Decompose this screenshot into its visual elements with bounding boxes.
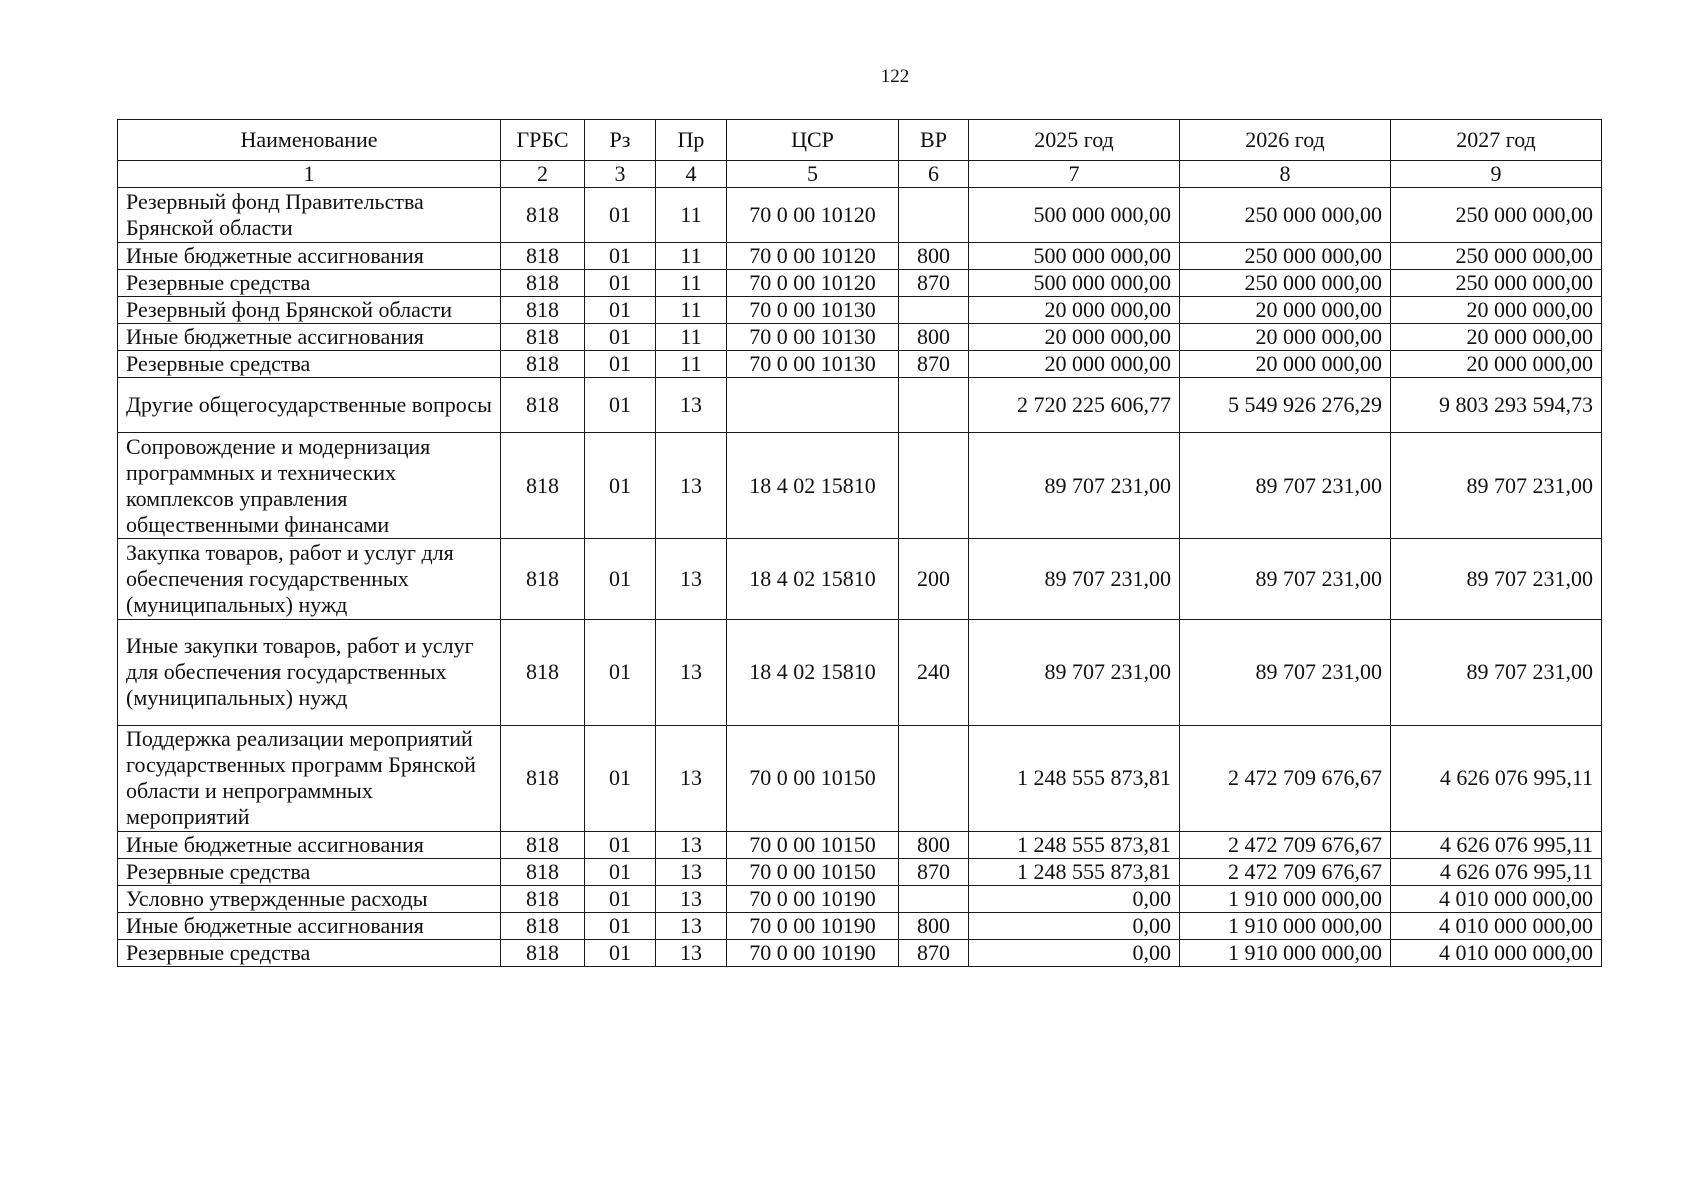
cell-vr: 800	[899, 324, 969, 351]
cell-name: Резервные средства	[118, 270, 501, 297]
cell-pr: 13	[656, 619, 727, 725]
cell-csr: 70 0 00 10130	[727, 324, 899, 351]
cell-vr	[899, 433, 969, 539]
cell-y2027: 20 000 000,00	[1391, 297, 1602, 324]
table-row	[118, 378, 1602, 433]
cell-y2025: 20 000 000,00	[969, 297, 1180, 324]
cell-name: Иные закупки товаров, работ и услуг для обеспечения государственных (муниципальных) нужд	[118, 619, 501, 725]
cell-y2025: 1 248 555 873,81	[969, 858, 1180, 885]
cell-y2025: 500 000 000,00	[969, 243, 1180, 270]
cell-rz: 01	[585, 243, 656, 270]
cell-y2025: 89 707 231,00	[969, 619, 1180, 725]
col-header-grbs: ГРБС	[501, 120, 585, 161]
cell-y2025: 1 248 555 873,81	[969, 725, 1180, 831]
page-number: 122	[880, 66, 910, 87]
cell-y2027: 250 000 000,00	[1391, 270, 1602, 297]
cell-csr: 70 0 00 10150	[727, 858, 899, 885]
cell-rz: 01	[585, 539, 656, 620]
cell-rz: 01	[585, 831, 656, 858]
cell-name: Сопровождение и модернизация программных и технических комплексов управления общественными финансами	[118, 433, 501, 539]
cell-grbs: 818	[501, 912, 585, 939]
table-row	[118, 831, 1602, 858]
table-row	[118, 939, 1602, 966]
cell-y2026: 89 707 231,00	[1180, 539, 1391, 620]
cell-y2025: 0,00	[969, 939, 1180, 966]
cell-grbs: 818	[501, 378, 585, 433]
cell-grbs: 818	[501, 270, 585, 297]
cell-rz: 01	[585, 433, 656, 539]
col-header-name: Наименование	[118, 120, 501, 161]
cell-y2025: 89 707 231,00	[969, 433, 1180, 539]
cell-y2026: 20 000 000,00	[1180, 297, 1391, 324]
cell-grbs: 818	[501, 939, 585, 966]
cell-csr: 70 0 00 10130	[727, 297, 899, 324]
cell-csr: 18 4 02 15810	[727, 619, 899, 725]
table-body	[118, 188, 1602, 967]
column-number: 6	[899, 161, 969, 188]
cell-y2027: 89 707 231,00	[1391, 619, 1602, 725]
cell-grbs: 818	[501, 351, 585, 378]
cell-y2027: 250 000 000,00	[1391, 243, 1602, 270]
cell-y2027: 20 000 000,00	[1391, 324, 1602, 351]
column-number-row	[118, 161, 1602, 188]
col-header-pr: Пр	[656, 120, 727, 161]
col-header-2026: 2026 год	[1180, 120, 1391, 161]
cell-vr: 800	[899, 831, 969, 858]
cell-y2026: 2 472 709 676,67	[1180, 858, 1391, 885]
cell-rz: 01	[585, 885, 656, 912]
cell-grbs: 818	[501, 433, 585, 539]
table-row	[118, 725, 1602, 831]
cell-name: Иные бюджетные ассигнования	[118, 831, 501, 858]
cell-y2027: 4 626 076 995,11	[1391, 831, 1602, 858]
cell-y2027: 4 010 000 000,00	[1391, 885, 1602, 912]
cell-pr: 13	[656, 912, 727, 939]
cell-rz: 01	[585, 912, 656, 939]
cell-grbs: 818	[501, 324, 585, 351]
col-header-csr: ЦСР	[727, 120, 899, 161]
cell-y2027: 89 707 231,00	[1391, 539, 1602, 620]
cell-vr: 800	[899, 243, 969, 270]
column-number: 1	[118, 161, 501, 188]
cell-y2026: 5 549 926 276,29	[1180, 378, 1391, 433]
cell-csr: 70 0 00 10150	[727, 831, 899, 858]
cell-y2027: 4 626 076 995,11	[1391, 725, 1602, 831]
cell-vr	[899, 297, 969, 324]
cell-vr	[899, 885, 969, 912]
cell-grbs: 818	[501, 885, 585, 912]
table-row	[118, 912, 1602, 939]
table-row	[118, 270, 1602, 297]
column-number: 5	[727, 161, 899, 188]
cell-y2026: 250 000 000,00	[1180, 270, 1391, 297]
cell-y2025: 89 707 231,00	[969, 539, 1180, 620]
cell-y2026: 89 707 231,00	[1180, 433, 1391, 539]
cell-grbs: 818	[501, 539, 585, 620]
cell-grbs: 818	[501, 831, 585, 858]
cell-csr: 18 4 02 15810	[727, 539, 899, 620]
cell-name: Резервный фонд Брянской области	[118, 297, 501, 324]
cell-y2025: 0,00	[969, 912, 1180, 939]
cell-vr	[899, 378, 969, 433]
cell-csr: 70 0 00 10150	[727, 725, 899, 831]
budget-table	[117, 119, 1602, 967]
cell-pr: 11	[656, 297, 727, 324]
table-row	[118, 858, 1602, 885]
cell-rz: 01	[585, 619, 656, 725]
cell-pr: 13	[656, 831, 727, 858]
column-number: 8	[1180, 161, 1391, 188]
cell-y2026: 20 000 000,00	[1180, 351, 1391, 378]
cell-y2027: 4 626 076 995,11	[1391, 858, 1602, 885]
cell-vr: 870	[899, 270, 969, 297]
table-row	[118, 539, 1602, 620]
cell-csr: 18 4 02 15810	[727, 433, 899, 539]
cell-grbs: 818	[501, 858, 585, 885]
cell-pr: 11	[656, 324, 727, 351]
cell-grbs: 818	[501, 297, 585, 324]
cell-grbs: 818	[501, 725, 585, 831]
column-number: 2	[501, 161, 585, 188]
table-row	[118, 324, 1602, 351]
column-number: 9	[1391, 161, 1602, 188]
cell-name: Условно утвержденные расходы	[118, 885, 501, 912]
column-number: 3	[585, 161, 656, 188]
cell-csr: 70 0 00 10190	[727, 885, 899, 912]
cell-vr: 870	[899, 351, 969, 378]
cell-pr: 13	[656, 885, 727, 912]
cell-rz: 01	[585, 378, 656, 433]
col-header-rz: Рз	[585, 120, 656, 161]
cell-y2026: 2 472 709 676,67	[1180, 831, 1391, 858]
cell-csr: 70 0 00 10130	[727, 351, 899, 378]
cell-y2027: 4 010 000 000,00	[1391, 912, 1602, 939]
table-row	[118, 619, 1602, 725]
cell-name: Резервные средства	[118, 858, 501, 885]
cell-rz: 01	[585, 939, 656, 966]
cell-vr	[899, 188, 969, 243]
cell-grbs: 818	[501, 619, 585, 725]
cell-y2025: 20 000 000,00	[969, 324, 1180, 351]
cell-y2027: 20 000 000,00	[1391, 351, 1602, 378]
cell-csr: 70 0 00 10190	[727, 939, 899, 966]
cell-vr	[899, 725, 969, 831]
cell-pr: 13	[656, 939, 727, 966]
cell-name: Резервные средства	[118, 351, 501, 378]
cell-pr: 11	[656, 188, 727, 243]
cell-y2026: 250 000 000,00	[1180, 188, 1391, 243]
cell-y2026: 2 472 709 676,67	[1180, 725, 1391, 831]
cell-pr: 13	[656, 539, 727, 620]
column-number: 4	[656, 161, 727, 188]
cell-y2027: 250 000 000,00	[1391, 188, 1602, 243]
cell-y2025: 1 248 555 873,81	[969, 831, 1180, 858]
cell-y2026: 89 707 231,00	[1180, 619, 1391, 725]
cell-y2025: 2 720 225 606,77	[969, 378, 1180, 433]
cell-y2026: 20 000 000,00	[1180, 324, 1391, 351]
cell-csr: 70 0 00 10120	[727, 188, 899, 243]
cell-pr: 13	[656, 858, 727, 885]
cell-rz: 01	[585, 297, 656, 324]
cell-name: Иные бюджетные ассигнования	[118, 912, 501, 939]
cell-name: Резервные средства	[118, 939, 501, 966]
cell-y2026: 1 910 000 000,00	[1180, 885, 1391, 912]
cell-pr: 13	[656, 725, 727, 831]
cell-y2027: 89 707 231,00	[1391, 433, 1602, 539]
cell-rz: 01	[585, 270, 656, 297]
cell-rz: 01	[585, 858, 656, 885]
table-row	[118, 297, 1602, 324]
cell-rz: 01	[585, 725, 656, 831]
cell-grbs: 818	[501, 243, 585, 270]
cell-y2025: 500 000 000,00	[969, 188, 1180, 243]
cell-name: Резервный фонд Правительства Брянской области	[118, 188, 501, 243]
cell-pr: 13	[656, 433, 727, 539]
cell-rz: 01	[585, 351, 656, 378]
cell-csr: 70 0 00 10120	[727, 243, 899, 270]
column-number: 7	[969, 161, 1180, 188]
cell-y2027: 9 803 293 594,73	[1391, 378, 1602, 433]
cell-vr: 870	[899, 939, 969, 966]
cell-name: Закупка товаров, работ и услуг для обеспечения государственных (муниципальных) нужд	[118, 539, 501, 620]
cell-csr: 70 0 00 10190	[727, 912, 899, 939]
cell-pr: 11	[656, 243, 727, 270]
cell-y2025: 500 000 000,00	[969, 270, 1180, 297]
cell-rz: 01	[585, 324, 656, 351]
cell-y2026: 250 000 000,00	[1180, 243, 1391, 270]
cell-name: Другие общегосударственные вопросы	[118, 378, 501, 433]
cell-y2026: 1 910 000 000,00	[1180, 912, 1391, 939]
table-row	[118, 433, 1602, 539]
cell-vr: 240	[899, 619, 969, 725]
cell-name: Иные бюджетные ассигнования	[118, 243, 501, 270]
cell-grbs: 818	[501, 188, 585, 243]
cell-name: Иные бюджетные ассигнования	[118, 324, 501, 351]
table-header	[118, 120, 1602, 188]
col-header-vr: ВР	[899, 120, 969, 161]
cell-pr: 11	[656, 351, 727, 378]
cell-csr	[727, 378, 899, 433]
cell-vr: 870	[899, 858, 969, 885]
table-row	[118, 885, 1602, 912]
cell-vr: 200	[899, 539, 969, 620]
cell-y2026: 1 910 000 000,00	[1180, 939, 1391, 966]
cell-pr: 13	[656, 378, 727, 433]
cell-pr: 11	[656, 270, 727, 297]
table-row	[118, 243, 1602, 270]
cell-csr: 70 0 00 10120	[727, 270, 899, 297]
table-row	[118, 188, 1602, 243]
table-row	[118, 351, 1602, 378]
col-header-2027: 2027 год	[1391, 120, 1602, 161]
cell-y2027: 4 010 000 000,00	[1391, 939, 1602, 966]
header-row	[118, 120, 1602, 161]
cell-y2025: 0,00	[969, 885, 1180, 912]
col-header-2025: 2025 год	[969, 120, 1180, 161]
cell-vr: 800	[899, 912, 969, 939]
cell-rz: 01	[585, 188, 656, 243]
cell-y2025: 20 000 000,00	[969, 351, 1180, 378]
cell-name: Поддержка реализации мероприятий государственных программ Брянской области и непрограммных мероприятий	[118, 725, 501, 831]
